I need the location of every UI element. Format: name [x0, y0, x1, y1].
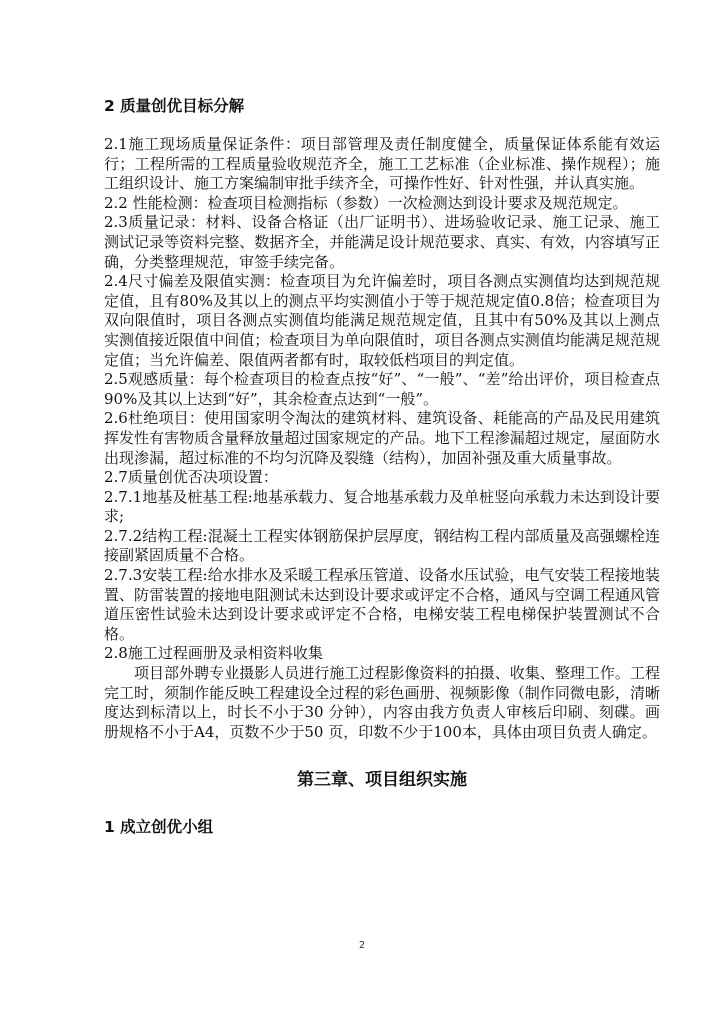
paragraph-2-1: 2.1施工现场质量保证条件：项目部管理及责任制度健全，质量保证体系能有效运行；工程所需的工程质量验收规范齐全，施工工艺标准（企业标准、操作规程）；施工组织设计、施工方案编制审批手续齐全，可操作性好、针对性强，并认真实施。 — [104, 135, 660, 193]
page-number: 2 — [358, 940, 366, 951]
paragraph-2-7-3: 2.7.3安装工程:给水排水及采暖工程承压管道、设备水压试验，电气安装工程接地装置、防雷装置的接地电阻测试未达到设计要求或评定不合格，通风与空调工程通风管道压密性试验未达到设计要求或评定不合格，电梯安装工程电梯保护装置测试不合格。 — [104, 566, 660, 643]
paragraph-2-7-1: 2.7.1地基及桩基工程:地基承载力、复合地基承载力及单桩竖向承载力未达到设计要求; — [104, 487, 660, 526]
paragraph-2-8: 2.8施工过程画册及录相资料收集 — [104, 644, 323, 663]
paragraph-2-3: 2.3质量记录：材料、设备合格证（出厂证明书）、进场验收记录、施工记录、施工测试记录等资料完整、数据齐全，并能满足设计规范要求、真实、有效，内容填写正确，分类整理规范，审签手续完备。 — [104, 213, 660, 271]
section-heading: 2 质量创优目标分解 — [104, 97, 245, 115]
sub-heading: 1 成立创优小组 — [104, 818, 214, 837]
paragraph-2-5: 2.5观感质量：每个检查项目的检查点按“好”、“一般”、“差”给出评价，项目检查点90%及其以上达到“好”，其余检查点达到“一般”。 — [104, 370, 660, 408]
paragraph-2-7: 2.7质量创优否决项设置： — [104, 468, 278, 487]
paragraph-2-6: 2.6杜绝项目：使用国家明令淘汰的建筑材料、建筑设备、耗能高的产品及民用建筑挥发性有害物质含量释放量超过国家规定的产品。地下工程渗漏超过规定，屋面防水出现渗漏，超过标准的不均匀沉降及裂缝（结构），加固补强及重大质量事故。 — [104, 409, 660, 467]
paragraph-2-4: 2.4尺寸偏差及限值实测：检查项目为允许偏差时，项目各测点实测值均达到规范规定值，且有80%及其以上的测点平均实测值小于等于规范规定值0.8倍；检查项目为双向限值时，项目各测点实测值均能满足规范规定值，且其中有50%及其以上测点实测值接近限值中间值；检查项目为单向限值时，项目各测点实测值均能满足规范规定值；当允许偏差、限值两者都有时，取较低档项目的判定值。 — [104, 272, 660, 369]
chapter-title: 第三章、项目组织实施 — [297, 770, 467, 791]
document-body — [104, 96, 660, 837]
paragraph-2-7-2: 2.7.2结构工程:混凝土工程实体钢筋保护层厚度，钢结构工程内部质量及高强螺栓连接副紧固质量不合格。 — [104, 526, 660, 565]
paragraph-photography: 项目部外聘专业摄影人员进行施工过程影像资料的拍摄、收集、整理工作。工程完工时，须制作能反映工程建设全过程的彩色画册、视频影像（制作同微电影，清晰度达到标清以上，时长不小于30 分钟），内容由我方负责人审核后印刷、刻碟。画册规格不小于A4，页数不少于50 页，印数不少于100本，具体由项目负责人确定。 — [104, 664, 660, 741]
paragraph-2-2: 2.2 性能检测：检查项目检测指标（参数）一次检测达到设计要求及规范规定。 — [104, 193, 628, 212]
